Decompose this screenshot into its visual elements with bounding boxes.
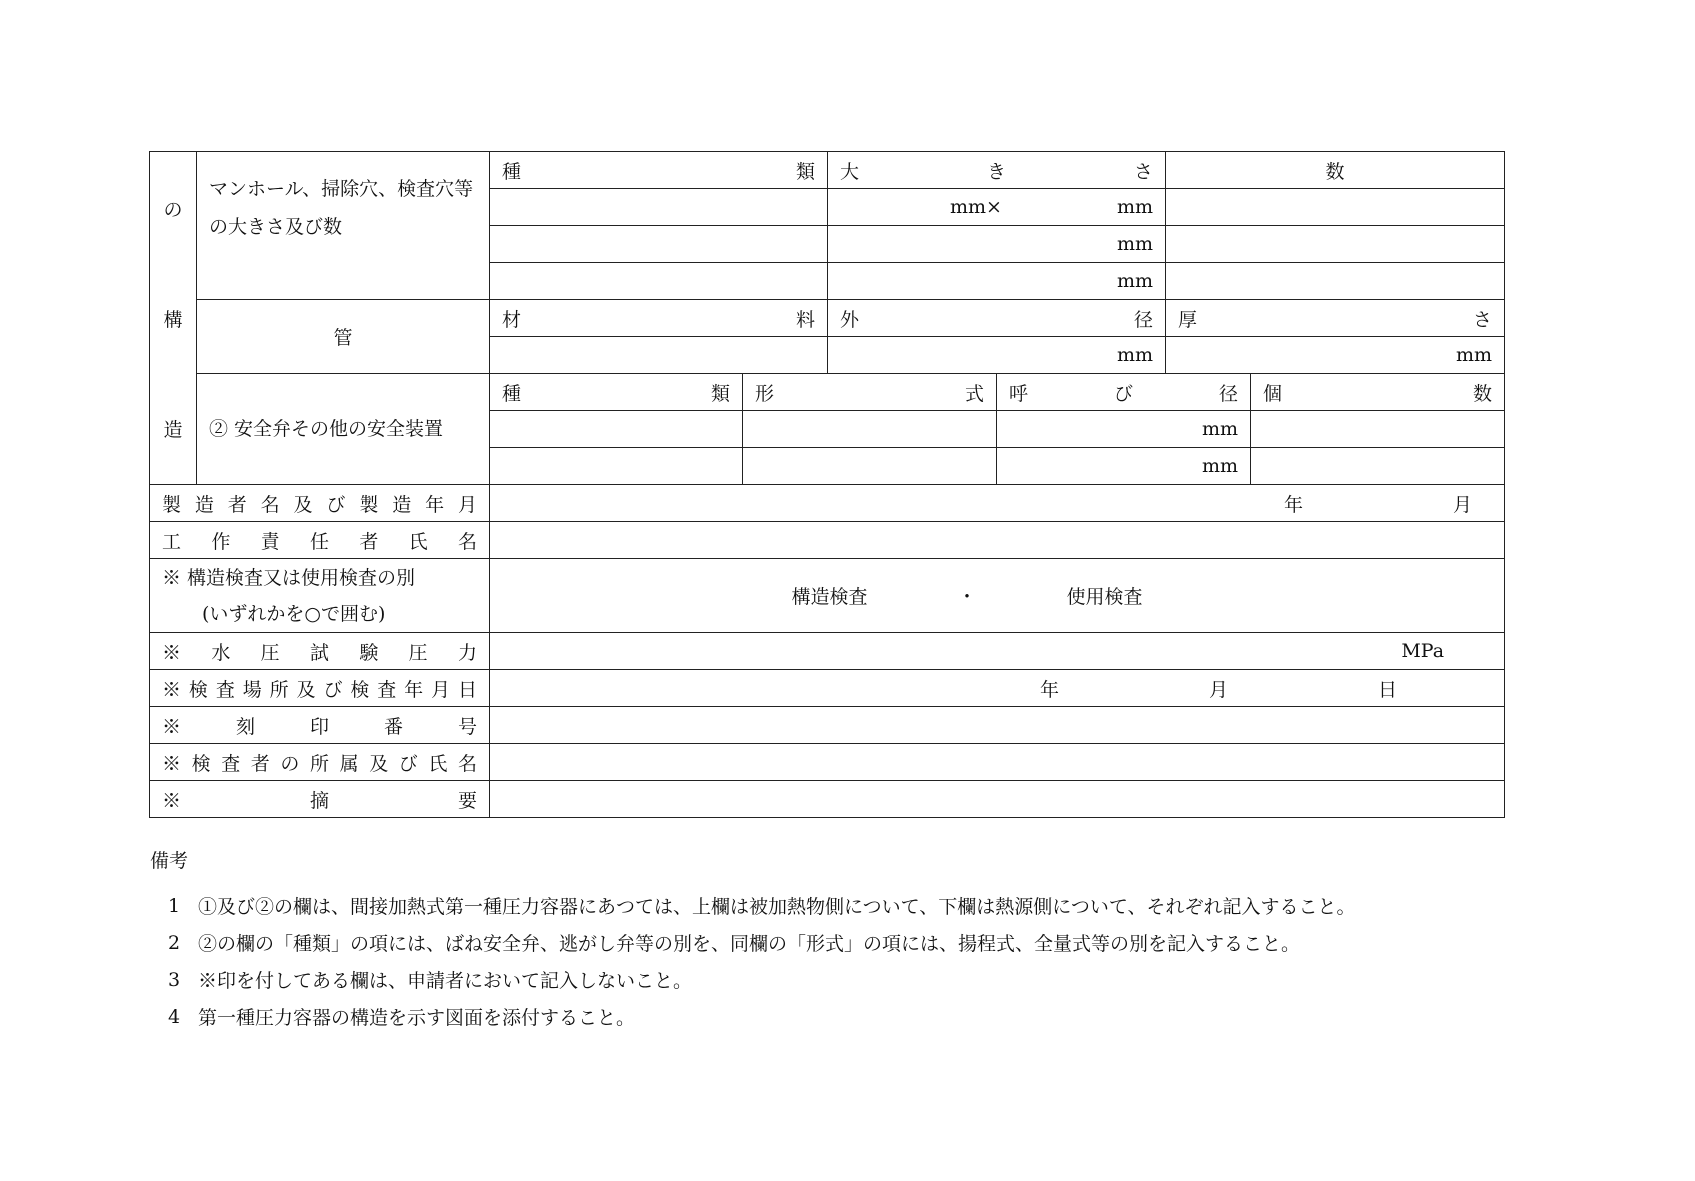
safety-type-field[interactable] bbox=[490, 411, 743, 448]
pipe-material-field[interactable] bbox=[490, 337, 828, 374]
option-use-inspection[interactable]: 使用検査 bbox=[1066, 586, 1143, 608]
pipe-od-field[interactable]: mm bbox=[828, 337, 1166, 374]
safety-device-label: ② 安全弁その他の安全装置 bbox=[197, 374, 490, 485]
structure-label-char: 造 bbox=[163, 418, 183, 441]
manhole-size-header: 大きさ bbox=[828, 152, 1166, 189]
note-number: 2 bbox=[167, 931, 181, 954]
stamp-field[interactable] bbox=[490, 707, 1505, 744]
place-date-label: ※検査場所及び検査年月日 bbox=[150, 670, 490, 707]
stamp-label: ※刻印番号 bbox=[150, 707, 490, 744]
month-label: 月 bbox=[1453, 493, 1473, 516]
inspection-type-label-line2: (いずれかを○で囲む) bbox=[202, 602, 386, 625]
structure-label-char: の bbox=[163, 198, 183, 221]
pressure-label: ※水圧試験圧力 bbox=[150, 633, 490, 670]
note-text: ※印を付してある欄は、申請者において記入しないこと。 bbox=[198, 970, 693, 992]
notes-title: 備考 bbox=[150, 850, 189, 872]
safety-nominal-header: 呼び径 bbox=[997, 374, 1251, 411]
safety-type-header: 種類 bbox=[490, 374, 743, 411]
year-label: 年 bbox=[1040, 678, 1060, 701]
note-item bbox=[150, 924, 1355, 961]
safety-count-field[interactable] bbox=[1251, 411, 1505, 448]
pipe-od-header: 外径 bbox=[828, 300, 1166, 337]
note-text: ②の欄の「種類」の項には、ばね安全弁、逃がし弁等の別を、同欄の「形式」の項には、揚程式、全量式等の別を記入すること。 bbox=[198, 933, 1301, 955]
summary-field[interactable] bbox=[490, 781, 1505, 818]
day-label: 日 bbox=[1378, 678, 1398, 701]
year-label: 年 bbox=[1284, 493, 1304, 516]
safety-model-header: 形式 bbox=[743, 374, 997, 411]
manhole-count-field[interactable] bbox=[1166, 226, 1505, 263]
manhole-type-header: 種類 bbox=[490, 152, 828, 189]
inspection-type-field[interactable] bbox=[490, 559, 1505, 633]
inspection-type-label bbox=[150, 559, 490, 633]
safety-nominal-field[interactable]: mm bbox=[997, 448, 1251, 485]
safety-type-field[interactable] bbox=[490, 448, 743, 485]
pipe-thickness-field[interactable]: mm bbox=[1166, 337, 1505, 374]
note-number: 4 bbox=[167, 1005, 181, 1028]
structure-label bbox=[150, 152, 197, 485]
manhole-size-field[interactable] bbox=[828, 189, 1166, 226]
option-structure-inspection[interactable]: 構造検査 bbox=[791, 586, 868, 608]
separator: ・ bbox=[957, 586, 977, 608]
note-number: 1 bbox=[167, 894, 181, 917]
pressure-field[interactable]: MPa bbox=[490, 633, 1505, 670]
maker-field[interactable] bbox=[490, 485, 1505, 522]
manhole-label: マンホール、掃除穴、検査穴等の大きさ及び数 bbox=[197, 152, 490, 300]
safety-nominal-field[interactable]: mm bbox=[997, 411, 1251, 448]
inspection-type-label-line1: ※ 構造検査又は使用検査の別 bbox=[162, 566, 416, 589]
place-date-field[interactable] bbox=[490, 670, 1505, 707]
pipe-thickness-header: 厚さ bbox=[1166, 300, 1505, 337]
note-number: 3 bbox=[167, 968, 181, 991]
pipe-material-header: 材料 bbox=[490, 300, 828, 337]
safety-count-field[interactable] bbox=[1251, 448, 1505, 485]
manhole-type-field[interactable] bbox=[490, 189, 828, 226]
structure-label-char: 構 bbox=[163, 308, 183, 331]
note-text: ①及び②の欄は、間接加熱式第一種圧力容器にあつては、上欄は被加熱物側について、下欄は熱源側について、それぞれ記入すること。 bbox=[198, 896, 1356, 918]
safety-count-header: 個数 bbox=[1251, 374, 1505, 411]
manhole-size-field[interactable]: mm bbox=[828, 226, 1166, 263]
manhole-type-field[interactable] bbox=[490, 263, 828, 300]
inspector-label: ※検査者の所属及び氏名 bbox=[150, 744, 490, 781]
responsible-label: 工作責任者氏名 bbox=[150, 522, 490, 559]
safety-model-field[interactable] bbox=[743, 448, 997, 485]
responsible-field[interactable] bbox=[490, 522, 1505, 559]
note-item bbox=[150, 887, 1355, 924]
manhole-size-field[interactable]: mm bbox=[828, 263, 1166, 300]
unit-mm-x: mm× bbox=[950, 196, 1002, 218]
note-text: 第一種圧力容器の構造を示す図面を添付すること。 bbox=[198, 1007, 636, 1029]
application-form-table bbox=[149, 151, 1505, 818]
manhole-count-field[interactable] bbox=[1166, 263, 1505, 300]
notes bbox=[150, 846, 1355, 1035]
manhole-type-field[interactable] bbox=[490, 226, 828, 263]
inspector-field[interactable] bbox=[490, 744, 1505, 781]
note-item bbox=[150, 998, 1355, 1035]
safety-model-field[interactable] bbox=[743, 411, 997, 448]
manhole-count-header: 数 bbox=[1166, 152, 1505, 189]
unit-mm: mm bbox=[1116, 196, 1154, 218]
summary-label: ※摘要 bbox=[150, 781, 490, 818]
pipe-label: 管 bbox=[197, 300, 490, 374]
note-item bbox=[150, 961, 1355, 998]
month-label: 月 bbox=[1209, 678, 1229, 701]
maker-label: 製造者名及び製造年月 bbox=[150, 485, 490, 522]
manhole-count-field[interactable] bbox=[1166, 189, 1505, 226]
